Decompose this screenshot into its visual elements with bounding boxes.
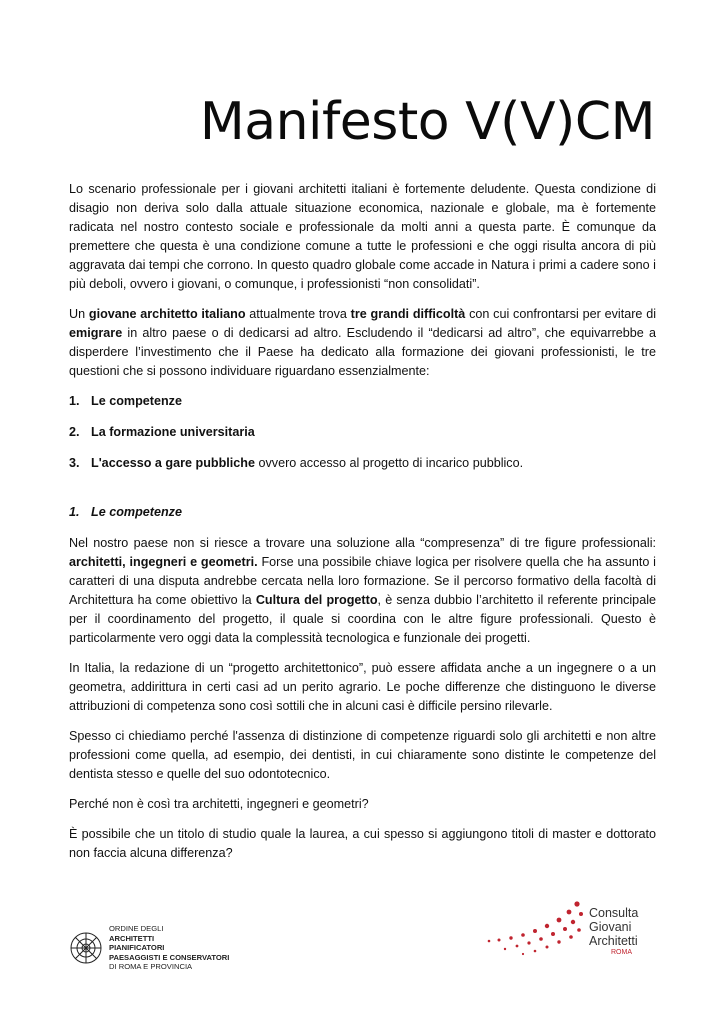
ordine-emblem-icon bbox=[69, 931, 103, 965]
document-body bbox=[69, 180, 656, 874]
ordine-architetti-logo bbox=[69, 924, 229, 972]
body-paragraph: È possibile che un titolo di studio quale la laurea, a cui spesso si aggiungono titoli di master e dottorato non faccia alcuna differenza? bbox=[69, 827, 656, 860]
list-item: 2. La formazione universitaria bbox=[69, 425, 255, 439]
body-paragraph: Perché non è così tra architetti, ingegneri e geometri? bbox=[69, 797, 369, 811]
list-item: 3. L'accesso a gare pubbliche ovvero accesso al progetto di incarico pubblico. bbox=[69, 456, 524, 470]
consulta-text: Consulta Giovani Architetti ROMA bbox=[589, 906, 639, 956]
issues-list bbox=[69, 392, 656, 473]
list-item: 1. Le competenze bbox=[69, 394, 182, 408]
body-paragraph: Spesso ci chiediamo perché l'assenza di distinzione di competenze riguardi solo gli architetti e non altre professioni come quella, ad esempio, dei dentisti, in cui chiaramente sono distinte le competenze del dentista stesso e quelle del suo odontotecnico. bbox=[69, 729, 656, 781]
difficulties-paragraph: Un giovane architetto italiano attualmente trova tre grandi difficoltà con cui confrontarsi per evitare di emigrare in altro paese o di dedicarsi ad altro. Escludendo il “dedicarsi ad altro”, che equivarrebbe a disperdere l’investimento che il Paese ha dedicato alla formazione dei giovani professionisti, le tre questioni che si possono individuare riguardano essenzialmente: bbox=[69, 307, 656, 378]
body-paragraph: In Italia, la redazione di un “progetto architettonico”, può essere affidata anche a un ingegnere o a un geometra, addirittura in certi casi ad un perito agrario. Le poche differenze che distinguono le diverse attribuzioni di competenza sono così sottili che in alcuni casi è difficile persino rilevarle. bbox=[69, 661, 656, 713]
intro-paragraph: Lo scenario professionale per i giovani architetti italiani è fortemente deludente. Questa condizione di disagio non deriva solo dalla attuale situazione economica, nazionale e globale, ma è fortemente radicata nel nostro contesto sociale e professionale da molti anni a questa parte. È comunque da premettere che questa è una condizione comune a tutte le professioni e che oggi risulta ancora di più aggravata dai tempi che corrono. In questo quadro globale come accade in Natura i primi a cadere sono i più deboli, ovvero i giovani, o comunque, i professionisti “non consolidati”. bbox=[69, 182, 656, 291]
ordine-text: ORDINE DEGLI ARCHITETTI PIANIFICATORI PAESAGGISTI E CONSERVATORI DI ROMA E PROVINCIA bbox=[109, 924, 230, 971]
section-heading-competenze: 1. Le competenze bbox=[69, 505, 182, 519]
body-paragraph: Nel nostro paese non si riesce a trovare una soluzione alla “compresenza” di tre figure professionali: architetti, ingegneri e geometri. Forse una possibile chiave logica per risolvere quella che ha assunto i caratteri di una disputa andrebbe cercata nella loro formazione. Se il percorso formativo della facoltà di Architettura ha come obiettivo la Cultura del progetto, è senza dubbio l’architetto il referente principale per il coordinamento del progetto, il quale si coordina con le altre figure professionali. Questo è particolarmente vero oggi data la complessità tecnologica e funzionale dei progetti. bbox=[69, 536, 656, 645]
red-dots-icon bbox=[485, 898, 595, 968]
consulta-giovani-architetti-logo bbox=[485, 898, 670, 968]
document-title: Manifesto V(V)CM bbox=[199, 92, 655, 152]
